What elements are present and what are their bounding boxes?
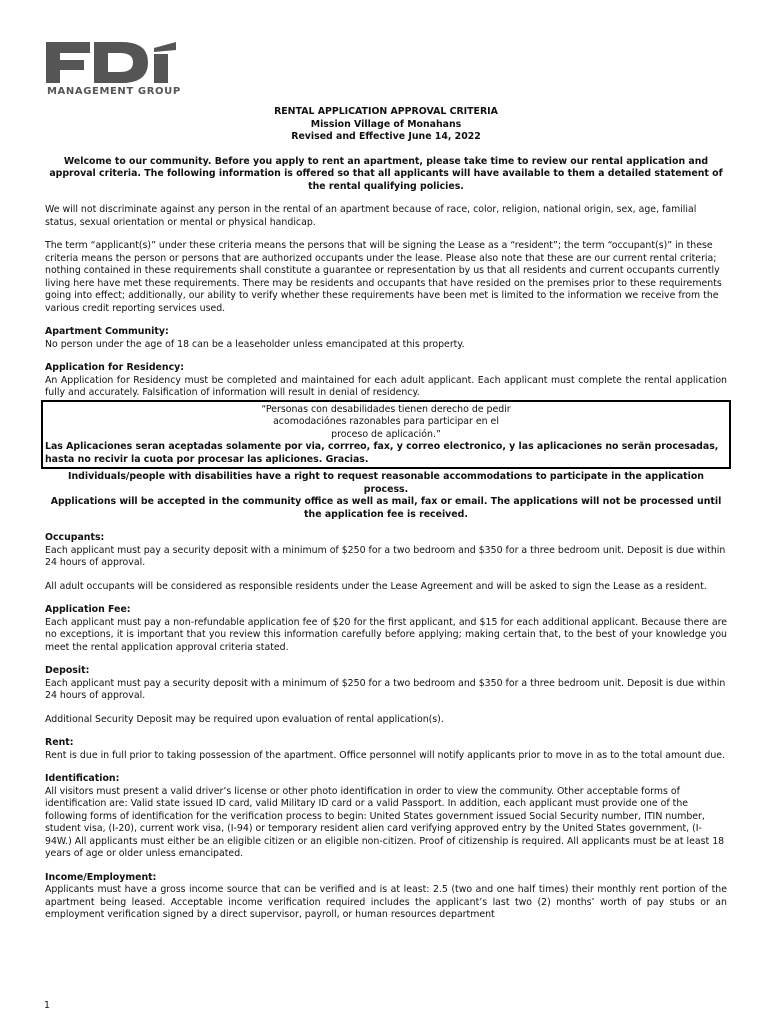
logo-tagline: MANAGEMENT GROUP bbox=[47, 86, 181, 96]
application-residency-body: An Application for Residency must be completed and maintained for each adult applicant. Each applicant must complete the rental application fully and accurately. Falsification of information will result in denial of residency. bbox=[45, 374, 727, 398]
document-body bbox=[45, 106, 727, 922]
identification-body: All visitors must present a valid driver’s license or other photo identification in order to view the community. Other acceptable forms of identification are: Valid state issued ID card, valid Military ID card or a valid Passport. In addition, each applicant must provide one of the following forms of identification for the verification process to begin: United States government issued Social Security number, ITIN number, student visa, (I-20), current work visa, (I-94) or temporary resident alien card verifying approved entry by the United States government, (I-94W.) All applicants must either be an eligible citizen or an eligible non-citizen. Proof of citizenship is required. All applicants must be at least 18 years of age or older unless emancipated. bbox=[45, 785, 725, 859]
spanish-applications-notice: Las Aplicaciones seran aceptadas solamente por via, corrreo, fax, y correo electronico, y las aplicaciones no serãn procesadas, hasta no recivir la cuota por procesar las apliciones. Gracias. bbox=[45, 441, 719, 465]
page-number: 1 bbox=[44, 1000, 50, 1011]
application-residency-heading: Application for Residency: bbox=[45, 362, 184, 373]
terms-paragraph: The term “applicant(s)” under these criteria means the persons that will be signing the Lease as a “resident”; the term “occupant(s)” in these criteria means the person or persons that are authorized occupants under the lease. Please also note that these are our current rental criteria; nothing contained in these requirements shall constitute a guarantee or representation by us that all residents and current occupants currently living here have met these requirements. There may be residents and occupants that have resided on the premises prior to these requirements going into effect; additionally, our ability to verify whether these requirements have been met is limited to the information we receive from the various credit reporting services used. bbox=[45, 240, 722, 314]
fdi-logo bbox=[44, 40, 192, 96]
occupants-body: Each applicant must pay a security deposit with a minimum of $250 for a two bedroom and $350 for a three bedroom unit. Deposit is due within 24 hours of approval. bbox=[45, 544, 726, 568]
deposit-body: Each applicant must pay a security deposit with a minimum of $250 for a two bedroom and $350 for a three bedroom unit. Deposit is due within 24 hours of approval. bbox=[45, 677, 726, 701]
deposit-body-2: Additional Security Deposit may be required upon evaluation of rental application(s). bbox=[45, 713, 444, 725]
nondiscrimination-paragraph: We will not discriminate against any person in the rental of an apartment because of race, color, religion, national origin, sex, age, familial status, sexual orientation or mental or physical handicap. bbox=[45, 204, 697, 228]
identification-heading: Identification: bbox=[45, 773, 120, 784]
rent-body: Rent is due in full prior to taking possession of the apartment. Office personnel will notify applicants prior to move in as to the total amount due. bbox=[45, 749, 726, 761]
occupants-heading: Occupants: bbox=[45, 532, 105, 543]
welcome-paragraph: Welcome to our community. Before you apply to rent an apartment, please take time to review our rental application and approval criteria. The following information is offered so that all applicants will have available to them a detailed statement of the rental qualifying policies. bbox=[49, 155, 723, 192]
applications-accepted-notice: Applications will be accepted in the community office as well as mail, fax or email. The applications will not be processed until the application fee is received. bbox=[50, 496, 722, 520]
spanish-notice-line1: “Personas con desabilidades tienen derecho de pedir bbox=[261, 403, 511, 415]
apartment-community-body: No person under the age of 18 can be a leaseholder unless emancipated at this property. bbox=[45, 338, 465, 350]
income-heading: Income/Employment: bbox=[45, 871, 157, 883]
income-body: Applicants must have a gross income source that can be verified and is at least: 2.5 (two and one half times) their monthly rent portion of the apartment being leased. Acceptable income verification required includes the applicant’s last two (2) months’ worth of pay stubs or an employment verification signed by a direct supervisor, payroll, or human resources department bbox=[45, 884, 727, 920]
apartment-community-heading: Apartment Community: bbox=[45, 326, 169, 337]
application-fee-body: Each applicant must pay a non-refundable application fee of $20 for the first applicant, and $15 for each additional applicant. Because there are no exceptions, it is important that you review this information carefully before applying; making certain that, to the best of your knowledge you meet the rental application approval criteria stated. bbox=[45, 616, 727, 653]
rent-heading: Rent: bbox=[45, 737, 74, 748]
spanish-notice-box bbox=[41, 400, 731, 470]
accommodations-notice: Individuals/people with disabilities have a right to request reasonable accommodations to participate in the application process. bbox=[68, 471, 704, 495]
application-fee-heading: Application Fee: bbox=[45, 604, 131, 615]
deposit-heading: Deposit: bbox=[45, 665, 90, 676]
revised-date: Revised and Effective June 14, 2022 bbox=[291, 131, 481, 142]
property-name: Mission Village of Monahans bbox=[310, 118, 462, 130]
spanish-notice-line3: proceso de aplicación.” bbox=[331, 428, 441, 440]
document-title: RENTAL APPLICATION APPROVAL CRITERIA bbox=[274, 106, 498, 117]
occupants-body-2: All adult occupants will be considered as responsible residents under the Lease Agreement and will be asked to sign the Lease as a resident. bbox=[45, 580, 707, 592]
spanish-notice-line2: acomodaciónes razonables para participar en el bbox=[273, 416, 499, 427]
